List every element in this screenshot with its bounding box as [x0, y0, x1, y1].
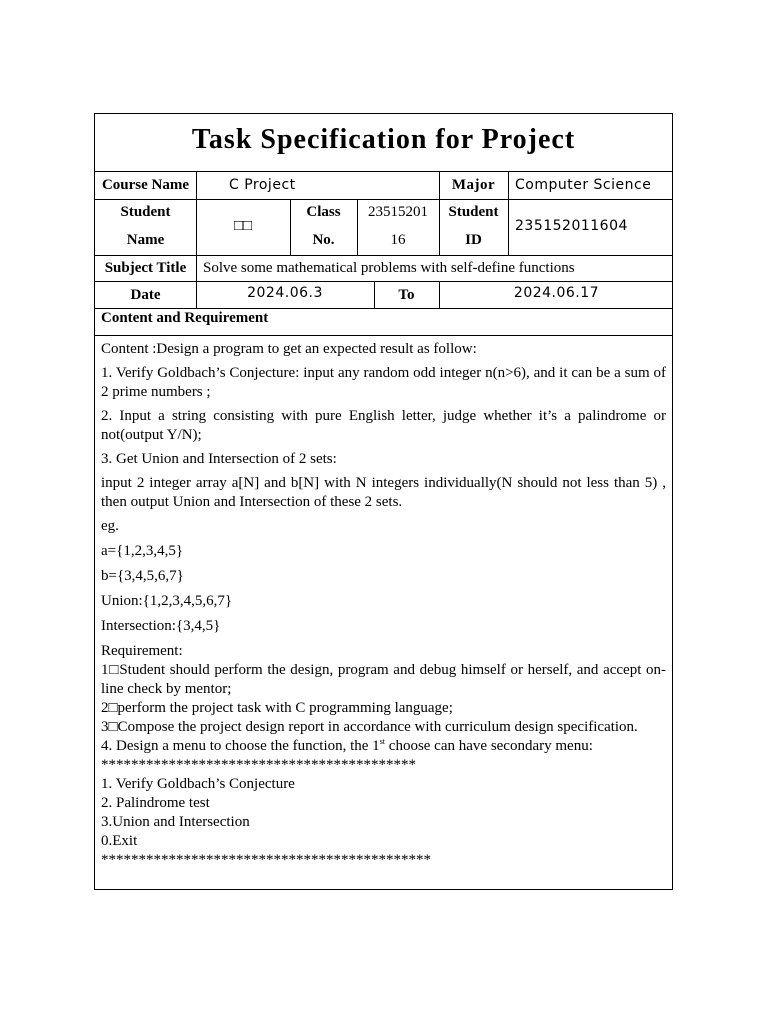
major-value: Computer Science: [515, 177, 652, 193]
class-label-line2: No.: [312, 232, 335, 248]
content-item-1: 1. Verify Goldbach’s Conjecture: input any random odd integer n(n>6), and it can be a sum of 2 prime numbers ;: [101, 365, 666, 400]
content-item-2: 2. Input a string consisting with pure English letter, judge whether it’s a palindrome or not(output Y/N);: [101, 408, 666, 443]
requirement-2: 2□perform the project task with C programming language;: [101, 700, 453, 716]
student-id-label-line1: Student: [448, 204, 499, 220]
requirement-4-suffix: choose can have secondary menu:: [385, 738, 593, 754]
example-set-b: b={3,4,5,6,7}: [101, 568, 184, 584]
requirement-heading: Requirement:: [101, 643, 183, 659]
content-item-3: 3. Get Union and Intersection of 2 sets:: [101, 451, 337, 467]
content-intro: Content :Design a program to get an expected result as follow:: [101, 341, 477, 357]
date-start-value: 2024.06.3: [247, 285, 323, 301]
course-name-label: Course Name: [101, 177, 190, 193]
content-body: [101, 340, 666, 870]
requirement-4-prefix: 4. Design a menu to choose the function, the 1: [101, 738, 380, 754]
student-id-value: 235152011604: [515, 218, 628, 234]
subject-title-value: Solve some mathematical problems with self-define functions: [203, 260, 575, 276]
menu-option-0: 0.Exit: [101, 833, 138, 849]
page-title: Task Specification for Project: [191, 124, 576, 155]
menu-option-2: 2. Palindrome test: [101, 795, 210, 811]
row-divider: [95, 335, 672, 336]
to-label: To: [398, 287, 415, 303]
major-label: Major: [451, 177, 496, 193]
student-name-label-line1: Student: [120, 204, 171, 220]
requirement-1: 1□Student should perform the design, program and debug himself or herself, and accept on-line check by mentor;: [101, 662, 666, 697]
example-union: Union:{1,2,3,4,5,6,7}: [101, 593, 233, 609]
menu-border-top: ******************************************: [101, 757, 416, 773]
student-name-value: □□: [233, 218, 253, 234]
column-divider: [508, 171, 509, 255]
content-item-3-detail: input 2 integer array a[N] and b[N] with N integers individually(N should not less than 5) , then output Union and Intersection of these 2 sets.: [101, 475, 666, 510]
class-value-line2: 16: [390, 232, 406, 248]
course-name-value: C Project: [229, 177, 296, 193]
class-label-line1: Class: [306, 204, 341, 220]
requirement-4: [101, 737, 666, 756]
student-id-label-line2: ID: [465, 232, 482, 248]
task-spec-table: [94, 113, 673, 890]
example-intersection: Intersection:{3,4,5}: [101, 618, 221, 634]
menu-border-bottom: ********************************************: [101, 852, 431, 868]
date-label: Date: [130, 287, 161, 303]
menu-option-1: 1. Verify Goldbach’s Conjecture: [101, 776, 295, 792]
class-value-line1: 23515201: [368, 204, 428, 220]
student-name-label-line2: Name: [126, 232, 165, 248]
date-end-value: 2024.06.17: [513, 285, 600, 301]
requirement-4-superscript: st: [379, 737, 386, 746]
requirement-3: 3□Compose the project design report in accordance with curriculum design specification.: [101, 719, 638, 735]
subject-title-label: Subject Title: [104, 260, 187, 276]
content-requirement-label: Content and Requirement: [101, 310, 269, 326]
example-label: eg.: [101, 518, 119, 534]
menu-option-3: 3.Union and Intersection: [101, 814, 250, 830]
example-set-a: a={1,2,3,4,5}: [101, 543, 184, 559]
